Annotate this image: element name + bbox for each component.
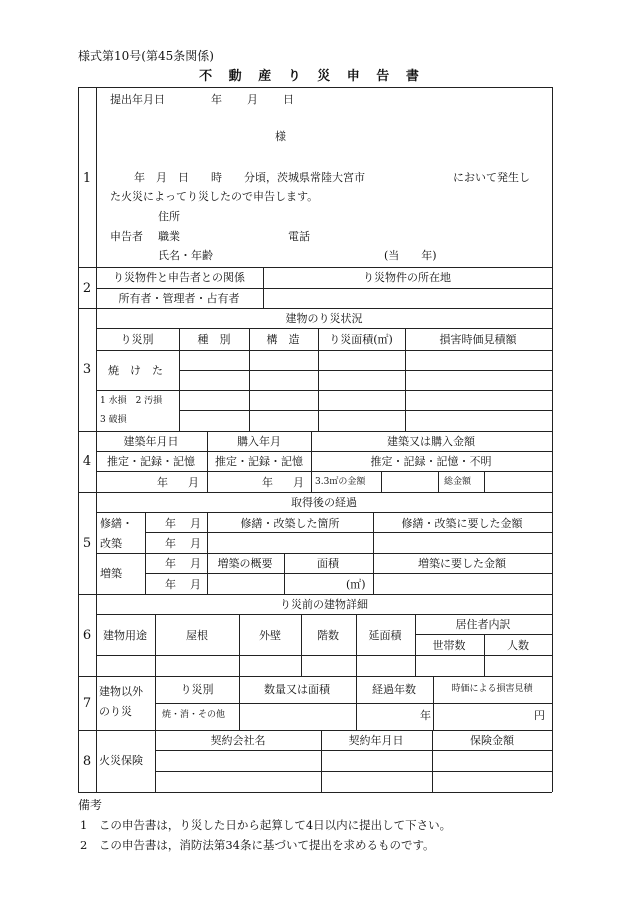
- repair-label: 修繕・: [100, 517, 133, 530]
- extension-month-2[interactable]: 月: [190, 578, 201, 591]
- extension-cost-label: 増築に要した金額: [418, 557, 506, 570]
- repair-cost-label: 修繕・改築に要した金額: [401, 517, 523, 530]
- address-label: 住所: [158, 210, 180, 223]
- purchase-month[interactable]: 月: [293, 476, 304, 489]
- submission-month[interactable]: 月: [247, 93, 258, 106]
- repair-place-label: 修繕・改築した箇所: [240, 517, 340, 530]
- history-header: 取得後の経過: [291, 496, 357, 509]
- note-1: 1 この申告書は，り災した日から起算して4日以内に提出して下さい。: [80, 818, 452, 832]
- building-use-label: 建物用途: [103, 629, 147, 642]
- residents-breakdown-label: 居住者内訳: [455, 618, 511, 631]
- contract-date-label: 契約年月日: [348, 734, 404, 747]
- submission-year[interactable]: 年: [211, 93, 222, 106]
- households-label: 世帯数: [432, 639, 466, 652]
- note-2: 2 この申告書は，消防法第34条に基づいて提出を求めるものです。: [80, 838, 435, 852]
- property-location-label: り災物件の所在地: [363, 271, 451, 284]
- damage-type-label: り災別: [180, 683, 214, 696]
- water-damage-label: 1 水損 2 汚損: [100, 396, 163, 406]
- section-number-5: 5: [82, 536, 92, 551]
- declarant-label: 申告者: [110, 230, 143, 243]
- extension-area-label: 面積: [317, 557, 339, 570]
- repair-year-1[interactable]: 年: [165, 517, 176, 530]
- form-number: 様式第10号(第45条関係): [78, 49, 214, 63]
- elapsed-years-unit: 年: [420, 709, 431, 722]
- relation-label: り災物件と申告者との関係: [113, 271, 245, 284]
- burn-category-options[interactable]: 焼・消・その他: [162, 710, 226, 720]
- purchase-year[interactable]: 年: [262, 476, 273, 489]
- insured-amount-label: 保険金額: [470, 734, 514, 747]
- name-age-label: 氏名・年齢: [158, 249, 213, 262]
- section-number-3: 3: [82, 362, 92, 377]
- fire-insurance-label: 火災保険: [99, 754, 143, 767]
- section-number-4: 4: [82, 454, 92, 469]
- pre-fire-details-header: り災前の建物詳細: [280, 598, 368, 611]
- roof-label: 屋根: [186, 629, 208, 642]
- phone-label: 電話: [288, 230, 310, 243]
- purchase-date-label: 購入年月: [237, 435, 281, 448]
- extension-label: 増築: [100, 567, 122, 580]
- total-floor-area-label: 延面積: [368, 629, 402, 642]
- cost-label: 建築又は購入金額: [387, 435, 475, 448]
- age-field[interactable]: (当 年): [384, 249, 437, 262]
- section-number-8: 8: [82, 754, 92, 769]
- unit-price-label: 3.3㎡の金額: [315, 477, 366, 487]
- col-structure: 構 造: [266, 333, 300, 346]
- built-month[interactable]: 月: [188, 476, 199, 489]
- exterior-wall-label: 外壁: [259, 629, 281, 642]
- total-amount-label: 総金額: [444, 477, 472, 487]
- section-number-6: 6: [82, 628, 92, 643]
- building-damage-header: 建物のり災状況: [285, 312, 363, 325]
- fire-datetime-line[interactable]: 年 月 日 時 分頃，茨城県常陸大宮市: [134, 171, 365, 184]
- section-number-1: 1: [82, 171, 92, 186]
- renovation-label: 改築: [100, 537, 122, 550]
- occupation-label: 職業: [158, 230, 180, 243]
- col-damage-estimate: 損害時価見積額: [439, 333, 517, 346]
- non-building-label-2: のり災: [99, 705, 132, 718]
- submission-date-label: 提出年月日: [110, 93, 165, 106]
- elapsed-years-label: 経過年数: [372, 683, 416, 696]
- section-number-7: 7: [82, 696, 92, 711]
- built-date-label: 建築年月日: [123, 435, 179, 448]
- quantity-label: 数量又は面積: [264, 683, 330, 696]
- non-building-label-1: 建物以外: [99, 685, 143, 698]
- extension-month-1[interactable]: 月: [190, 557, 201, 570]
- col-damage-type: り災別: [120, 333, 154, 346]
- persons-label: 人数: [507, 639, 529, 652]
- addressee-sama: 様: [275, 130, 286, 143]
- yen-unit: 円: [534, 709, 545, 722]
- repair-year-2[interactable]: 年: [165, 537, 176, 550]
- built-method[interactable]: 推定・記録・記憶: [107, 455, 195, 468]
- fire-occurred-text: において発生し: [453, 171, 530, 184]
- built-year[interactable]: 年: [157, 476, 168, 489]
- broken-label: 3 破損: [100, 415, 127, 425]
- form-title: 不 動 産 り 災 申 告 書: [199, 69, 425, 84]
- extension-year-1[interactable]: 年: [165, 557, 176, 570]
- extension-year-2[interactable]: 年: [165, 578, 176, 591]
- market-damage-estimate-label: 時価による損害見積: [451, 684, 533, 694]
- extension-summary-label: 増築の概要: [217, 557, 273, 570]
- owner-label: 所有者・管理者・占有者: [118, 292, 240, 305]
- insurer-name-label: 契約会社名: [210, 734, 266, 747]
- burned-label: 焼 け た: [108, 364, 163, 377]
- section-number-2: 2: [82, 281, 92, 296]
- repair-month-2[interactable]: 月: [190, 537, 201, 550]
- col-category: 種 別: [197, 333, 231, 346]
- extension-area-unit: (㎡): [346, 578, 366, 591]
- repair-month-1[interactable]: 月: [190, 517, 201, 530]
- floors-label: 階数: [317, 629, 339, 642]
- notes-label: 備考: [78, 798, 103, 812]
- cost-method[interactable]: 推定・記録・記憶・不明: [370, 455, 492, 468]
- submission-day[interactable]: 日: [283, 93, 294, 106]
- col-damage-area: り災面積(㎡): [329, 333, 393, 346]
- declaration-text: た火災によってり災したので申告します。: [110, 190, 319, 203]
- purchase-method[interactable]: 推定・記録・記憶: [215, 455, 303, 468]
